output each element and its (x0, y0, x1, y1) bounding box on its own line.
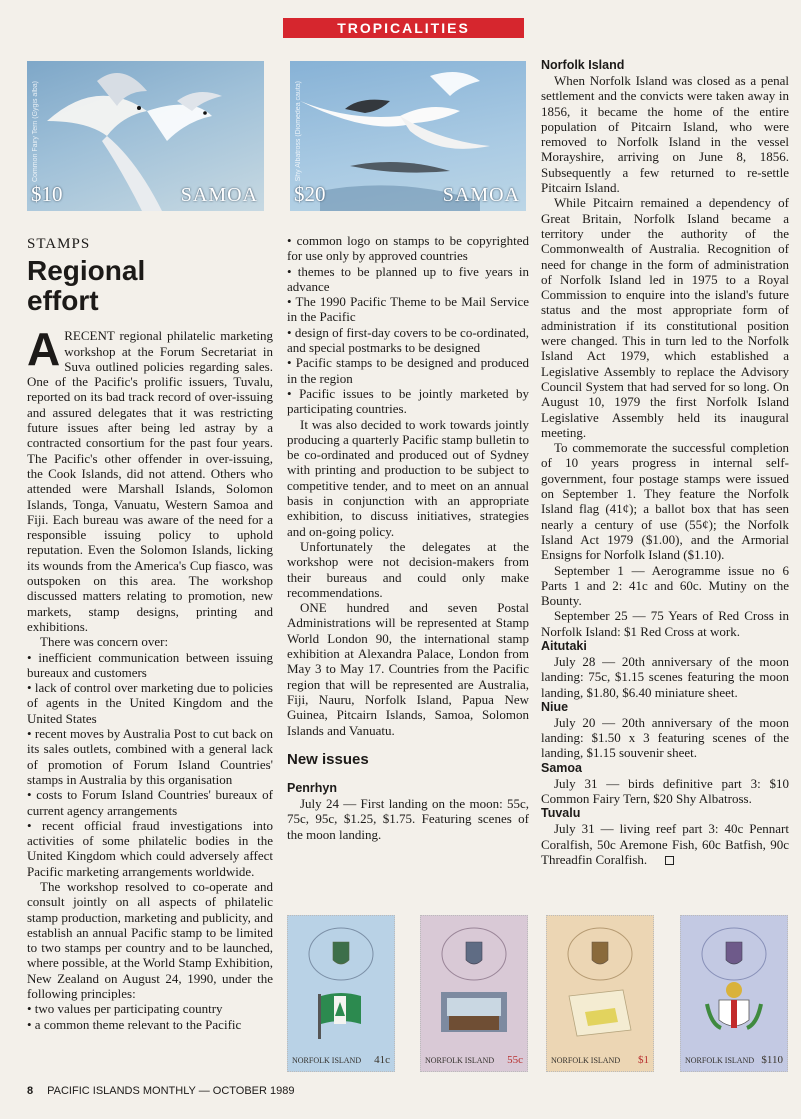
issue-entry: September 25 — 75 Years of Red Cross in Norfolk Island: $1 Red Cross at work. (541, 608, 789, 639)
paragraph: While Pitcairn remained a dependency of Great Britain, Norfolk Island became a territory under the authority of the Commonwealth of Australia. Recognition of need for change in the form of administration of Norfolk Island led in 1975 to a Royal Commission to enquire into the island's future status and the most appropriate form of administration if its constitutional position were changed. This in turn led to the Norfolk Island Act 1979, which established a Legislative Assembly to replace the Advisory Council System that had served for so long. On August 10, 1979 the first Norfolk Island Legislative Assembly held its inaugural meeting. (541, 195, 789, 440)
stamp-country: NORFOLK ISLAND (685, 1056, 755, 1065)
stamp-image-fairy-tern (27, 61, 264, 211)
paragraph: To commemorate the successful completion of 10 years progress in internal self-government, four postage stamps were issued on September 1. They feature the Norfolk Island flag (41¢); a ballot box that has seen nearly a century of use (55¢); the Norfolk Island Act 1979 ($1.00), and the Armorial Ensigns for Norfolk Island ($1.10). (541, 440, 789, 563)
country-heading: Samoa (541, 760, 582, 775)
stamp-credit: Common Fairy Tern (Gygis alba) (32, 81, 39, 183)
paragraph: When Norfolk Island was closed as a penal settlement and the convicts were taken away in 1856, it became the home of the entire population of Pitcairn Island, who were removed to Norfolk Island in the vessel Morayshire, arriving on June 8, 1856. Subsequently a few returned to re-settle Pitcairn Island. (541, 73, 789, 196)
section-banner: TROPICALITIES (283, 18, 524, 38)
bullet-item: • themes to be planned up to five years in advance (287, 263, 529, 294)
stamp-image-albatross (290, 61, 526, 211)
bullet-item: • design of first-day covers to be co-ordinated, and special postmarks to be designed (287, 324, 529, 356)
paragraph: It was also decided to work towards jointly producing a quarterly Pacific stamp bulletin to be co-ordinated and produced out of Sydney with printing and production to be subject to competitive tender, and to meet on an annual basis in conjunction with an appropriate exhibition, to discuss initiatives, strategies and on-going policy. (287, 416, 529, 539)
article-column-2 (287, 233, 529, 842)
new-issues-heading: New issues (287, 750, 369, 768)
page-number: 8 (27, 1085, 34, 1097)
stamp-image-ballot-box (420, 915, 528, 1072)
country-heading: Tuvalu (541, 806, 581, 821)
stamp-value: 41c (374, 1054, 390, 1066)
stamp-country: SAMOA (442, 184, 520, 206)
bullet-item: • two values per participating country (27, 1001, 223, 1017)
bullet-item: • recent official fraud investigations into activities of some philatelic bodies in the United Kingdom which could adversely affect Pacific marketing arrangements worldwide. (27, 817, 273, 879)
bullet-item: • lack of control over marketing due to policies of agents in the United Kingdom and the United States (27, 680, 273, 726)
article-headline: Regional effort (27, 255, 146, 317)
paragraph: There was concern over: (40, 634, 169, 650)
article-column-1 (27, 237, 273, 1032)
bullet-item: • Pacific stamps to be designed and produced in the region (287, 355, 529, 386)
page-footer (27, 1085, 295, 1097)
bullet-item: • a common theme relevant to the Pacific (27, 1016, 242, 1032)
ballot-box-icon (429, 924, 519, 1039)
country-heading: Niue (541, 699, 569, 714)
drop-cap: A (27, 323, 61, 376)
issue-entry: September 1 — Aerogramme issue no 6 Parts 1 and 2: 41c and 60c. Mutiny on the Bounty. (541, 562, 789, 609)
country-heading: Aitutaki (541, 638, 587, 653)
bullet-item: • common logo on stamps to be copyrighted for use only by approved countries (287, 233, 529, 264)
publication-line: PACIFIC ISLANDS MONTHLY — OCTOBER 1989 (47, 1085, 295, 1097)
paragraph: ONE hundred and seven Postal Administrations will be represented at Stamp World London 90, the international stamp exhibition at Alexandra Palace, London from May 3 to May 17. Countries from the Pacific region that will be represented are Australia, Fiji, Nauru, Norfolk Island, Papua New Guinea, Pitcairn Islands, Samoa, Solomon Islands and Vanuatu. (287, 600, 529, 738)
stamp-credit: Shy Albatross (Diomedea cauta) (295, 81, 302, 182)
stamp-image-norfolk-act (546, 915, 654, 1072)
bullet-item: • The 1990 Pacific Theme to be Mail Service in the Pacific (287, 294, 529, 325)
bullet-item: • Pacific issues to be jointly marketed by participating countries. (287, 385, 529, 417)
crest-and-flag-icon (296, 924, 386, 1039)
coat-of-arms-icon (689, 924, 779, 1039)
stamp-value: $20 (294, 182, 326, 206)
document-icon (555, 924, 645, 1039)
article-lead-paragraph: ARECENT regional philatelic marketing workshop at the Forum Secretariat in Suva outlined policies regarding sales. One of the Pacific's prolific issuers, Tuvalu, reported on its bad track record of over-issuing and assured delegates that it was restricting future issues after being led astray by a contracted consortium for the past four years. The Pacific's other offender in over-issuing, the Cook Islands, did not attend. Others who attended were Marshall Islands, Solomon Islands, Tonga, Vanuatu, Western Samoa and Fiji. Each bureau was aware of the need for a responsible issuing policy to uphold reputation. Even the Solomon Islands, licking its wounds from the America's Cup fiasco, was outspoken on this area. The workshop discussed matters relating to promotion, new markets, stamp designs, printing and exhibitions. (27, 323, 273, 634)
stamp-image-norfolk-flag (287, 915, 395, 1072)
issue-entry: July 24 — First landing on the moon: 55c, 75c, 95c, $1.25, $1.75. Featuring scenes of the moon landing. (287, 796, 529, 842)
issue-entry: July 20 — 20th anniversary of the moon landing: $1.50 x 3 featuring scenes of the landing, $1.15 souvenir sheet. (541, 714, 789, 761)
stamp-country: NORFOLK ISLAND (292, 1056, 362, 1065)
country-heading: Norfolk Island (541, 58, 625, 72)
paragraph: The workshop resolved to co-operate and consult jointly on all aspects of philatelic stamp production, marketing and publicity, and establish an annual Pacific stamp to be limited to two stamps per country and to be launched, where possible, at the World Stamp Exhibition, New Zealand on August 24, 1990, under the following principles: (27, 878, 273, 1002)
stamp-value: $10 (31, 182, 63, 206)
end-of-article-icon (665, 856, 674, 865)
bullet-item: • inefficient communication between issuing bureaux and customers (27, 649, 273, 680)
issue-entry: July 31 — living reef part 3: 40c Pennart Coralfish, 50c Aremone Fish, 60c Batfish, 90c Threadfin Coralfish. (541, 821, 789, 867)
paragraph: Unfortunately the delegates at the workshop were not decision-makers from their bureaus and could only make recommendations. (287, 538, 529, 600)
bullet-item: • recent moves by Australia Post to cut back on its sales outlets, combined with a general lack of promotion of Forum Island Countries' stamps in Australia by this organisation (27, 726, 273, 787)
stamp-country: NORFOLK ISLAND (551, 1056, 621, 1065)
stamp-country: NORFOLK ISLAND (425, 1056, 495, 1065)
stamp-country: SAMOA (180, 184, 258, 206)
issue-entry: July 31 — birds definitive part 3: $10 Common Fairy Tern, $20 Shy Albatross. (541, 775, 789, 807)
issue-entry: July 28 — 20th anniversary of the moon landing: 75c, $1.15 scenes featuring the moon landing, $1.80, $6.40 miniature sheet. (541, 653, 789, 700)
stamp-value: $110 (761, 1054, 783, 1066)
stamp-value: 55c (507, 1054, 523, 1066)
stamp-value: $1 (638, 1054, 649, 1066)
bullet-item: • costs to Forum Island Countries' bureaux of current agency arrangements (27, 787, 273, 818)
article-kicker: STAMPS (27, 236, 91, 252)
country-heading: Penrhyn (287, 781, 338, 796)
article-column-3 (541, 58, 789, 867)
stamp-image-armorial-ensigns (680, 915, 788, 1072)
